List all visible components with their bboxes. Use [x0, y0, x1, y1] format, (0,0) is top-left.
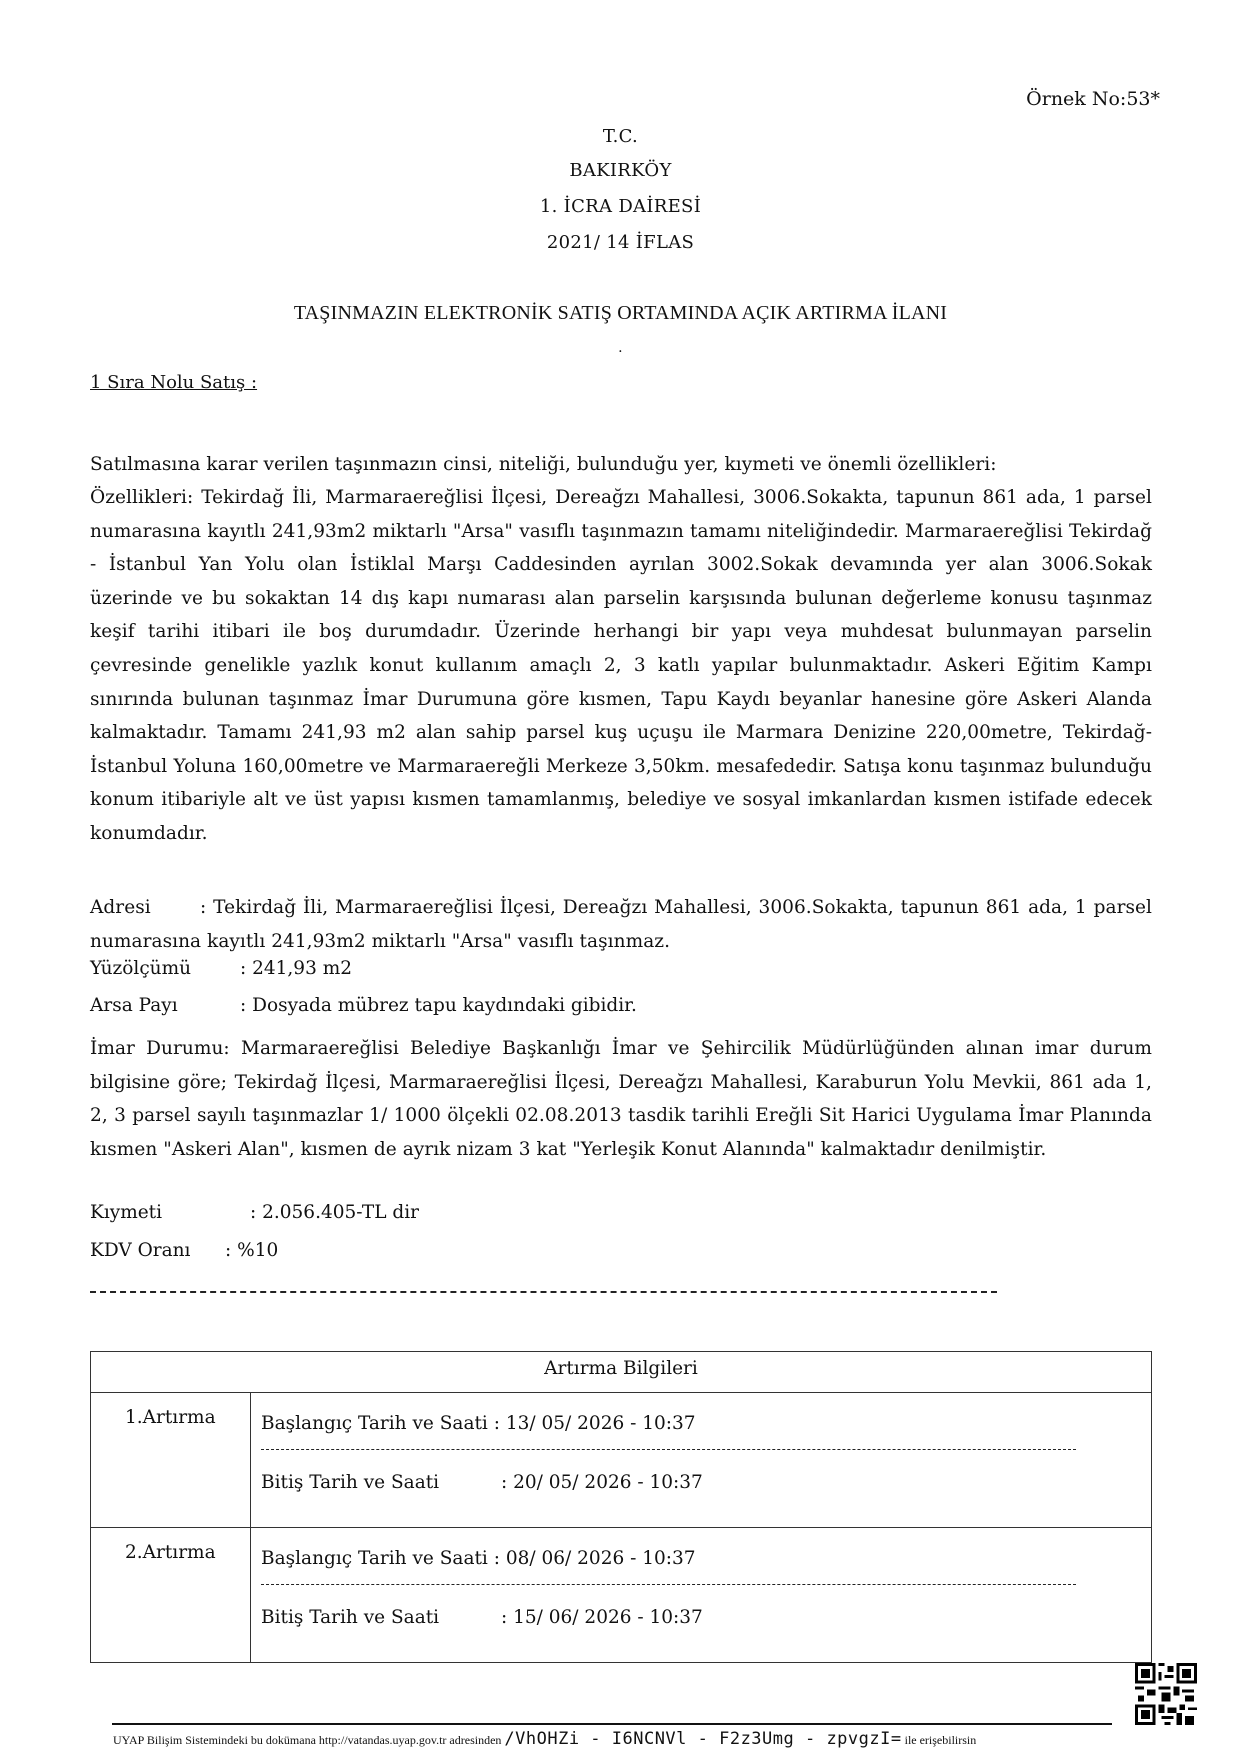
- header-city: BAKIRKÖY: [569, 160, 672, 181]
- footer-divider: [112, 1723, 1112, 1725]
- area-value: : 241,93 m2: [240, 958, 353, 979]
- share-label: Arsa Payı: [90, 995, 178, 1016]
- document-title: TAŞINMAZIN ELEKTRONİK SATIŞ ORTAMINDA AÇIK ARTIRMA İLANI: [293, 302, 948, 324]
- auction-round-row: [91, 1528, 1152, 1663]
- qr-code-icon: [1135, 1663, 1197, 1725]
- footer-prefix: UYAP Bilişim Sistemindeki bu dokümana http://vatandas.uyap.gov.tr adresinden: [113, 1733, 502, 1747]
- auction-start-label: Başlangıç Tarih ve Saati: [261, 1413, 488, 1434]
- vat-label: KDV Oranı: [90, 1240, 191, 1261]
- auction-end-label: Bitiş Tarih ve Saati: [261, 1472, 440, 1493]
- auction-round-row: [91, 1393, 1152, 1528]
- value-amount: : 2.056.405-TL dir: [250, 1202, 419, 1223]
- auction-table-title: Artırma Bilgileri: [91, 1352, 1152, 1393]
- area-label: Yüzölçümü: [90, 958, 192, 979]
- footer-suffix: ile erişebilirsin: [904, 1733, 977, 1747]
- sale-heading: 1 Sıra Nolu Satış :: [90, 372, 258, 393]
- auction-end-label: Bitiş Tarih ve Saati: [261, 1607, 440, 1628]
- auction-inner-divider: [261, 1584, 1076, 1585]
- auction-round-label: 2.Artırma: [91, 1528, 251, 1663]
- share-row: [90, 995, 637, 1016]
- auction-round-info: [251, 1528, 1152, 1663]
- auction-table: [90, 1351, 1152, 1663]
- zoning-block: [90, 1032, 1152, 1166]
- header-file-number: 2021/ 14 İFLAS: [546, 232, 695, 253]
- auction-start: [261, 1548, 1151, 1578]
- title-dot: .: [618, 340, 623, 356]
- auction-start-value: : 08/ 06/ 2026 - 10:37: [493, 1548, 696, 1569]
- address-block: [90, 891, 1152, 958]
- property-features: Özellikleri: Tekirdağ İli, Marmaraereğlisi İlçesi, Dereağzı Mahallesi, 3006.Sokakta, tapunun 861 ada, 1 parsel numarasına kayıtlı 241,93m2 miktarlı "Arsa" vasıflı taşınmazın tamamı niteliğindedir. Marmaraereğlisi Tekirdağ - İstanbul Yan Yolu olan İstiklal Marşı Caddesinden ayrılan 3002.Sokak devamında yer alan 3006.Sokak üzerinde ve bu sokaktan 14 dış kapı numarası alan parselin karşısında bulunan değerleme konusu taşınmaz keşif tarihi itibari ile boş durumdadır. Üzerinde herhangi bir yapı veya muhdesat bulunmayan parselin çevresinde genelikle yazlık konut kullanım amaçlı 2, 3 katlı yapılar bulunmaktadır. Askeri Eğitim Kampı sınırında bulunan taşınmaz İmar Durumuna göre kısmen, Tapu Kaydı beyanlar hanesine göre Askeri Alanda kalmaktadır. Tamamı 241,93 m2 alan sahip parsel kuş uçuşu ile Marmara Denizine 220,00metre, Tekirdağ- İstanbul Yoluna 160,00metre ve Marmaraereğli Merkeze 3,50km. mesafededir. Satışa konu taşınmaz bulunduğu konum itibariyle alt ve üst yapısı kısmen tamamlanmış, belediye ve sosyal imkanlardan kısmen istifade edecek konumdadır.: [90, 487, 1152, 844]
- footer: [113, 1729, 1233, 1749]
- header-tc: T.C.: [602, 126, 639, 147]
- auction-inner-divider: [261, 1449, 1076, 1450]
- auction-table-header-row: [91, 1352, 1152, 1393]
- auction-end-value: : 20/ 05/ 2026 - 10:37: [501, 1472, 703, 1493]
- sale-intro: Satılmasına karar verilen taşınmazın cinsi, niteliği, bulunduğu yer, kıymeti ve önemli özellikleri:: [90, 454, 997, 475]
- vat-value: : %10: [225, 1240, 279, 1261]
- auction-end-value: : 15/ 06/ 2026 - 10:37: [501, 1607, 703, 1628]
- address-value: : Tekirdağ İli, Marmaraereğlisi İlçesi, Dereağzı Mahallesi, 3006.Sokakta, tapunun 861 ada, 1 parsel numarasına kayıtlı 241,93m2 miktarlı "Arsa" vasıflı taşınmaz.: [90, 897, 1152, 952]
- auction-start-value: : 13/ 05/ 2026 - 10:37: [493, 1413, 696, 1434]
- auction-round-label: 1.Artırma: [91, 1393, 251, 1528]
- auction-end: [261, 1472, 1151, 1502]
- value-label: Kıymeti: [90, 1202, 163, 1223]
- auction-round-info: [251, 1393, 1152, 1528]
- address-label: Adresi: [90, 897, 151, 918]
- auction-end: [261, 1607, 1151, 1637]
- auction-start-label: Başlangıç Tarih ve Saati: [261, 1548, 488, 1569]
- sample-number: Örnek No:53*: [1026, 88, 1160, 110]
- verification-code: /VhOHZi - I6NCNVl - F2z3Umg - zpvgzI=: [504, 1729, 902, 1749]
- zoning-label: İmar Durumu:: [90, 1038, 230, 1059]
- auction-start: [261, 1413, 1151, 1443]
- share-value: : Dosyada mübrez tapu kaydındaki gibidir.: [240, 995, 637, 1016]
- section-divider: [90, 1291, 997, 1293]
- zoning-value: Marmaraereğlisi Belediye Başkanlığı İmar ve Şehircilik Müdürlüğünden alınan imar durum bilgisine göre; Tekirdağ İlçesi, Marmaraereğlisi İlçesi, Dereağzı Mahallesi, Karaburun Yolu Mevkii, 861 ada 1, 2, 3 parsel sayılı taşınmazlar 1/ 1000 ölçekli 02.08.2013 tasdik tarihli Ereğli Sit Harici Uygulama İmar Planında kısmen "Askeri Alan", kısmen de ayrık nizam 3 kat "Yerleşik Konut Alanında" kalmaktadır denilmiştir.: [90, 1038, 1152, 1160]
- value-row: [90, 1202, 419, 1223]
- area-row: [90, 958, 352, 979]
- header-office: 1. İCRA DAİRESİ: [539, 196, 702, 217]
- vat-row: [90, 1240, 278, 1261]
